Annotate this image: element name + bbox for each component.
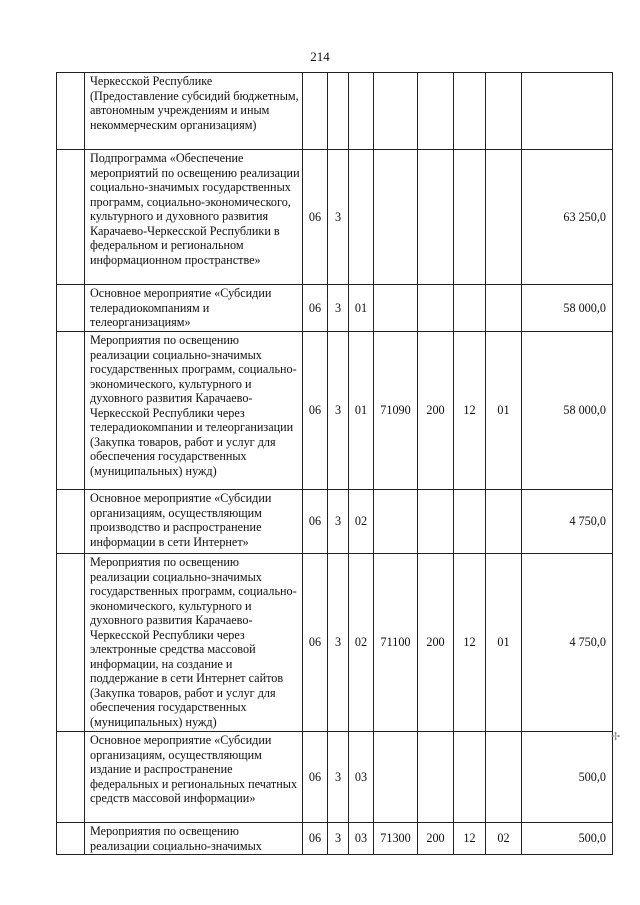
code-cell xyxy=(418,732,454,823)
table-row xyxy=(57,150,613,285)
code-cell xyxy=(454,73,486,150)
code-cell: 200 xyxy=(418,823,454,855)
code-cell: 01 xyxy=(349,285,374,332)
code-cell: 02 xyxy=(349,554,374,732)
code-cell: 71100 xyxy=(374,554,418,732)
number-cell xyxy=(57,554,85,732)
code-cell xyxy=(454,490,486,554)
code-cell: 12 xyxy=(454,332,486,490)
amount-cell: 58 000,0 xyxy=(522,285,613,332)
table-row xyxy=(57,285,613,332)
code-cell xyxy=(454,285,486,332)
code-cell xyxy=(374,150,418,285)
code-cell: 06 xyxy=(303,732,328,823)
code-cell xyxy=(486,73,522,150)
table-row xyxy=(57,554,613,732)
code-cell: 06 xyxy=(303,490,328,554)
amount-cell: 500,0 xyxy=(522,823,613,855)
scan-mark: ✢ xyxy=(611,731,621,743)
code-cell: 3 xyxy=(328,490,349,554)
name-cell: Мероприятия по освещению реализации социально-значимых государственных программ, социально-экономического, культурного и духовного развития Карачаево-Черкесской Республики через телерадиокомпании и телеорганизации (Закупка товаров, работ и услуг для обеспечения государственных (муниципальных) нужд) xyxy=(85,332,303,490)
number-cell xyxy=(57,332,85,490)
code-cell: 71090 xyxy=(374,332,418,490)
code-cell: 06 xyxy=(303,823,328,855)
code-cell: 01 xyxy=(486,332,522,490)
code-cell: 01 xyxy=(486,554,522,732)
code-cell xyxy=(486,732,522,823)
name-cell: Черкесской Республике (Предоставление субсидий бюджетным, автономным учреждениям и иным некоммерческим организациям) xyxy=(85,73,303,150)
code-cell xyxy=(418,73,454,150)
code-cell: 71300 xyxy=(374,823,418,855)
code-cell: 03 xyxy=(349,823,374,855)
code-cell xyxy=(374,732,418,823)
number-cell xyxy=(57,732,85,823)
code-cell xyxy=(328,73,349,150)
code-cell: 12 xyxy=(454,554,486,732)
table-row xyxy=(57,490,613,554)
code-cell xyxy=(349,73,374,150)
amount-cell xyxy=(522,73,613,150)
code-cell: 06 xyxy=(303,332,328,490)
table-row xyxy=(57,332,613,490)
name-cell: Основное мероприятие «Субсидии организациям, осуществляющим производство и распространение информации в сети Интернет» xyxy=(85,490,303,554)
code-cell: 3 xyxy=(328,732,349,823)
page-number: 214 xyxy=(310,49,330,64)
code-cell: 02 xyxy=(349,490,374,554)
code-cell xyxy=(374,73,418,150)
code-cell xyxy=(303,73,328,150)
amount-cell: 58 000,0 xyxy=(522,332,613,490)
code-cell: 3 xyxy=(328,332,349,490)
code-cell: 3 xyxy=(328,285,349,332)
code-cell: 200 xyxy=(418,332,454,490)
number-cell xyxy=(57,150,85,285)
code-cell xyxy=(454,150,486,285)
code-cell: 3 xyxy=(328,554,349,732)
number-cell xyxy=(57,490,85,554)
code-cell: 03 xyxy=(349,732,374,823)
code-cell xyxy=(418,150,454,285)
code-cell xyxy=(374,490,418,554)
budget-table xyxy=(56,72,613,855)
code-cell xyxy=(486,285,522,332)
name-cell: Подпрограмма «Обеспечение мероприятий по освещению реализации социально-значимых государственных программ, социально-экономического, культурного и духовного развития Карачаево-Черкесской Республики в федеральном и региональном информационном пространстве» xyxy=(85,150,303,285)
code-cell: 3 xyxy=(328,150,349,285)
table-row xyxy=(57,73,613,150)
code-cell: 02 xyxy=(486,823,522,855)
name-cell: Основное мероприятие «Субсидии организациям, осуществляющим издание и распространение федеральных и региональных печатных средств массовой информации» xyxy=(85,732,303,823)
code-cell: 06 xyxy=(303,285,328,332)
code-cell xyxy=(349,150,374,285)
amount-cell: 63 250,0 xyxy=(522,150,613,285)
amount-cell: 500,0 xyxy=(522,732,613,823)
code-cell xyxy=(454,732,486,823)
name-cell: Мероприятия по освещению реализации социально-значимых xyxy=(85,823,303,855)
amount-cell: 4 750,0 xyxy=(522,490,613,554)
table-row xyxy=(57,823,613,855)
code-cell xyxy=(418,285,454,332)
code-cell: 06 xyxy=(303,150,328,285)
code-cell: 200 xyxy=(418,554,454,732)
table-row xyxy=(57,732,613,823)
code-cell: 06 xyxy=(303,554,328,732)
name-cell: Основное мероприятие «Субсидии телерадиокомпаниям и телеорганизациям» xyxy=(85,285,303,332)
number-cell xyxy=(57,823,85,855)
number-cell xyxy=(57,285,85,332)
number-cell xyxy=(57,73,85,150)
amount-cell: 4 750,0 xyxy=(522,554,613,732)
code-cell: 01 xyxy=(349,332,374,490)
code-cell: 12 xyxy=(454,823,486,855)
code-cell xyxy=(486,490,522,554)
code-cell xyxy=(374,285,418,332)
code-cell xyxy=(486,150,522,285)
name-cell: Мероприятия по освещению реализации социально-значимых государственных программ, социально-экономического, культурного и духовного развития Карачаево-Черкесской Республики через электронные средства массовой информации, на создание и поддержание в сети Интернет сайтов (Закупка товаров, работ и услуг для обеспечения государственных (муниципальных) нужд) xyxy=(85,554,303,732)
code-cell xyxy=(418,490,454,554)
code-cell: 3 xyxy=(328,823,349,855)
